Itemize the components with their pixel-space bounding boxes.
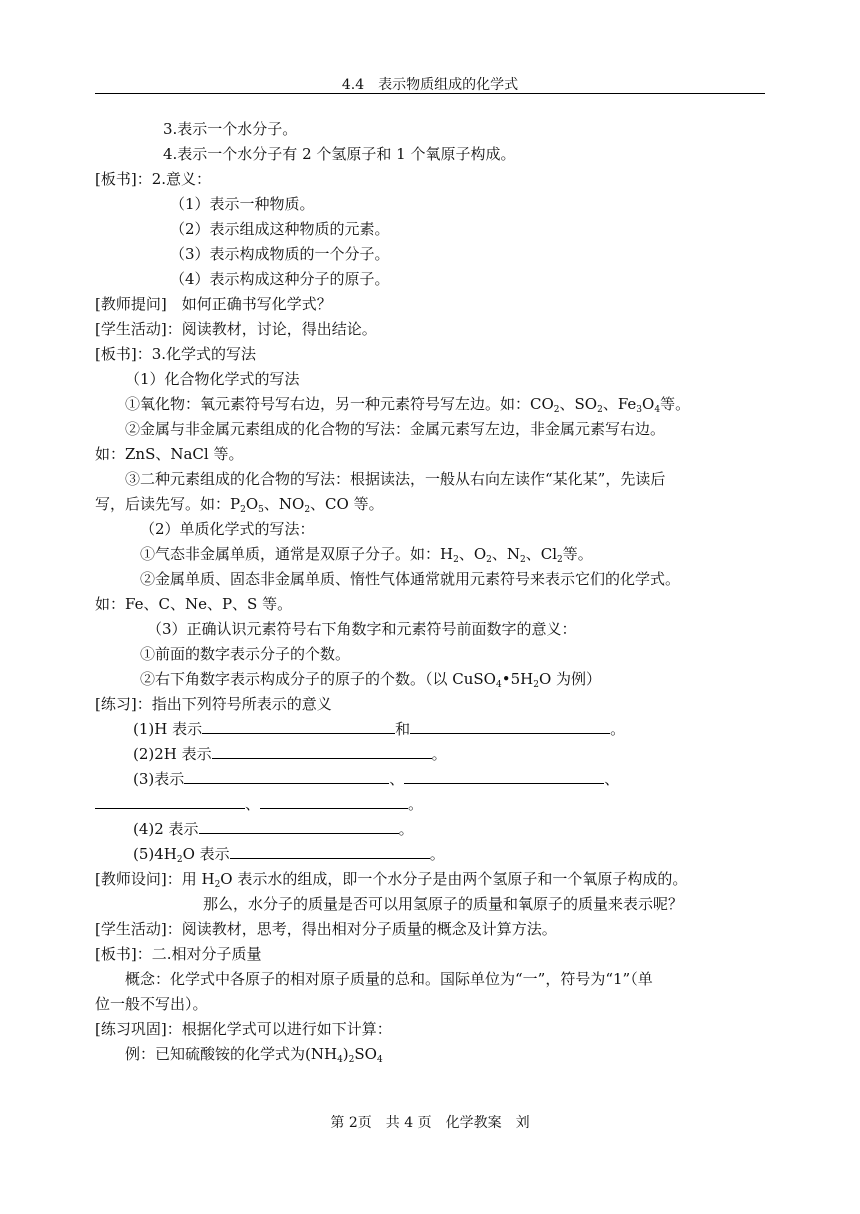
text-line: 4.表示一个水分子有 2 个氢原子和 1 个氧原子构成。 (163, 145, 516, 163)
page-header: 4.4 表示物质组成的化学式 (341, 77, 519, 93)
text-line: [板书]：3.化学式的写法 (95, 345, 257, 363)
text-line: （4）表示构成这种分子的原子。 (170, 270, 390, 288)
text-line: 3.表示一个水分子。 (163, 120, 298, 138)
exercise-line: (4)2 表示 。 (133, 820, 414, 838)
text-line: 例：已知硫酸铵的化学式为$(NH_4)_2SO_4$ (125, 1045, 383, 1065)
text-line: 如：ZnS、NaCl 等。 (95, 445, 244, 463)
text-line: （2）表示组成这种物质的元素。 (170, 220, 390, 238)
answer-blank[interactable] (260, 793, 408, 809)
text-line: [学生活动]：阅读教材，思考，得出相对分子质量的概念及计算方法。 (95, 920, 557, 938)
text-line: ②右下角数字表示构成分子的原子的个数。（以 $CuSO_4•5H_2O$ 为例） (140, 670, 602, 690)
text-line: 写，后读先写。如：$P_2O_5$、$NO_2$、CO 等。 (95, 495, 384, 515)
answer-blank[interactable] (212, 743, 432, 759)
text-line: ①前面的数字表示分子的个数。 (140, 645, 351, 663)
text-line: （1）表示一种物质。 (170, 195, 315, 213)
text-line: 位一般不写出）。 (95, 995, 208, 1013)
text-line: 如：Fe、C、Ne、P、S 等。 (95, 595, 293, 613)
exercise-line: (2)2H 表示 。 (133, 745, 447, 763)
answer-blank[interactable] (202, 718, 395, 734)
exercise-line: (1)H 表示 和 。 (133, 720, 626, 738)
text-line: （2）单质化学式的写法： (140, 520, 315, 538)
text-line: ①气态非金属单质，通常是双原子分子。如：$H_2$、$O_2$、$N_2$、$Cl_2$等。 (140, 545, 593, 565)
text-line: ②金属单质、固态非金属单质、惰性气体通常就用元素符号来表示它们的化学式。 (140, 570, 681, 588)
text-line: 概念：化学式中各原子的相对原子质量的总和。国际单位为“一”，符号为“1”（单 (125, 970, 653, 988)
text-line: （3）正确认识元素符号右下角数字和元素符号前面数字的意义： (147, 620, 577, 638)
header-rule (95, 93, 765, 94)
text-line: [学生活动]：阅读教材，讨论，得出结论。 (95, 320, 377, 338)
exercise-line: 、 。 (95, 792, 423, 816)
text-line: ②金属与非金属元素组成的化合物的写法：金属元素写左边，非金属元素写右边。 (125, 420, 666, 438)
answer-blank[interactable] (410, 718, 610, 734)
answer-blank[interactable] (184, 768, 389, 784)
answer-blank[interactable] (95, 793, 245, 809)
text-line: （1）化合物化学式的写法 (125, 370, 300, 388)
text-line: [练习巩固]：根据化学式可以进行如下计算： (95, 1020, 392, 1038)
answer-blank[interactable] (199, 818, 399, 834)
text-line: （3）表示构成物质的一个分子。 (170, 245, 390, 263)
exercise-line: $(5)4H_2O$ 表示 。 (133, 845, 445, 865)
text-line: [教师提问] 如何正确书写化学式？ (95, 295, 332, 313)
text-line: ①氧化物：氧元素符号写右边，另一种元素符号写左边。如：$CO_2$、$SO_2$、$Fe_3O_4$等。 (125, 395, 691, 415)
exercise-line: (3)表示 、 、 (133, 770, 620, 788)
text-line: [练习]：指出下列符号所表示的意义 (95, 695, 332, 713)
text-line: [板书]：二.相对分子质量 (95, 945, 262, 963)
text-line: 那么，水分子的质量是否可以用氢原子的质量和氧原子的质量来表示呢？ (203, 895, 684, 913)
text-line: ③二种元素组成的化合物的写法：根据读法，一般从右向左读作“某化某”，先读后 (125, 470, 666, 488)
text-line: [板书]：2.意义： (95, 170, 212, 188)
answer-blank[interactable] (230, 843, 430, 859)
page-footer: 第 2页 共 4 页 化学教案 刘 (330, 1115, 530, 1131)
text-line: [教师设问]：用 $H_2O$ 表示水的组成，即一个水分子是由两个氢原子和一个氧原子构成的。 (95, 870, 688, 890)
answer-blank[interactable] (404, 768, 604, 784)
